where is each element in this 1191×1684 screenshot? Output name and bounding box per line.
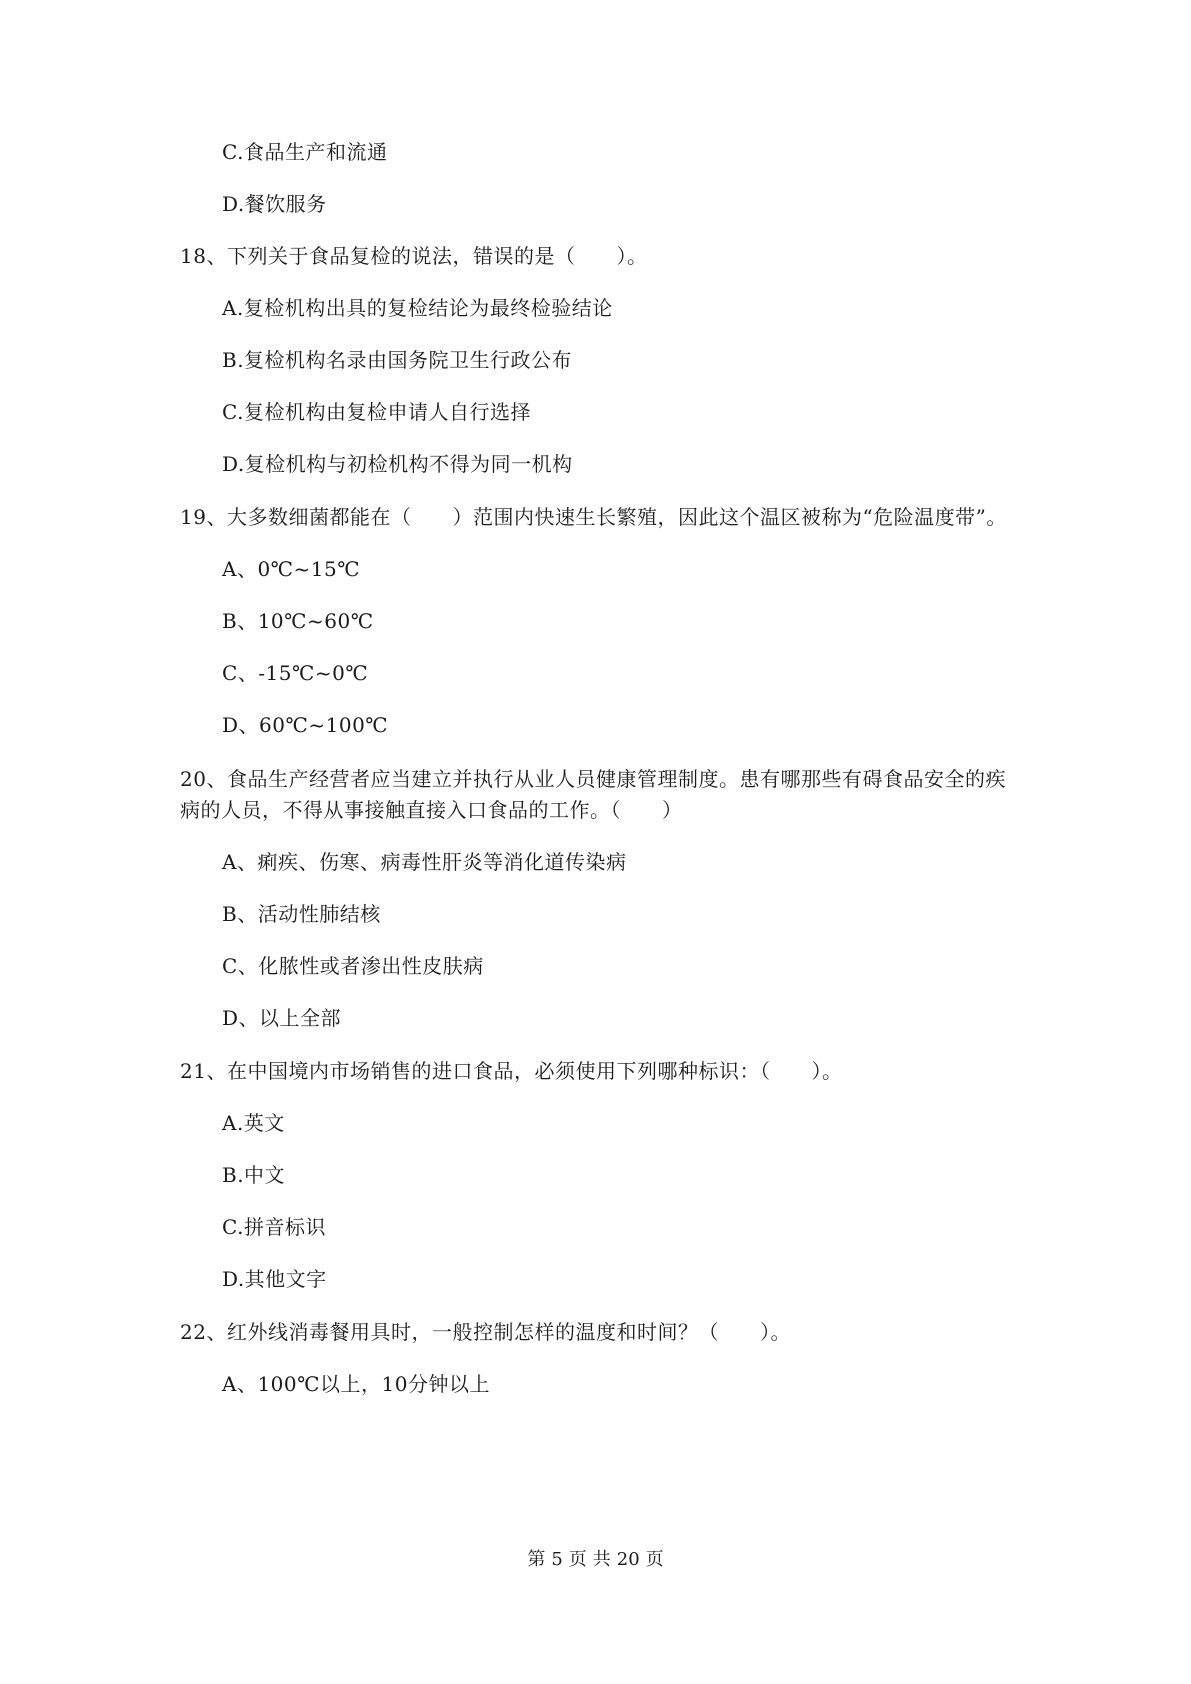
- option-17-d: D.餐饮服务: [222, 192, 327, 216]
- page-footer: [0, 1548, 1191, 1572]
- option-20-d: D、以上全部: [222, 1006, 342, 1030]
- option-18-b: B.复检机构名录由国务院卫生行政公布: [222, 348, 573, 372]
- option-20-a: A、痢疾、伤寒、病毒性肝炎等消化道传染病: [222, 850, 627, 874]
- page-label: 页: [645, 1549, 664, 1570]
- page-label: 页: [568, 1549, 587, 1570]
- option-21-c: C.拼音标识: [222, 1215, 326, 1239]
- option-22-a: A、100℃以上，10分钟以上: [222, 1372, 490, 1396]
- question-21: 21、在中国境内市场销售的进口食品，必须使用下列哪种标识：（ ）。: [180, 1059, 843, 1083]
- option-17-c: C.食品生产和流通: [222, 140, 388, 164]
- question-20-line-2: 病的人员，不得从事接触直接入口食品的工作。（ ）: [180, 798, 683, 822]
- option-20-b: B、活动性肺结核: [222, 902, 381, 926]
- question-18: 18、下列关于食品复检的说法，错误的是（ ）。: [180, 244, 648, 268]
- current-page-number: 5: [551, 1549, 563, 1570]
- option-19-b: B、10℃~60℃: [222, 609, 374, 633]
- option-19-a: A、0℃~15℃: [222, 557, 361, 581]
- question-20-line-1: 20、食品生产经营者应当建立并执行从业人员健康管理制度。患有哪那些有碍食品安全的疾: [180, 767, 1006, 791]
- option-21-b: B.中文: [222, 1163, 286, 1187]
- question-22: 22、红外线消毒餐用具时，一般控制怎样的温度和时间？（ ）。: [180, 1320, 791, 1344]
- total-pages-number: 20: [616, 1549, 640, 1570]
- option-18-d: D.复检机构与初检机构不得为同一机构: [222, 452, 573, 476]
- option-19-c: C、-15℃~0℃: [222, 661, 369, 685]
- total-label: 共: [592, 1549, 611, 1570]
- option-20-c: C、化脓性或者渗出性皮肤病: [222, 954, 484, 978]
- question-19: 19、大多数细菌都能在（ ）范围内快速生长繁殖，因此这个温区被称为“危险温度带”。: [180, 505, 1007, 529]
- option-18-a: A.复检机构出具的复检结论为最终检验结论: [222, 296, 613, 320]
- option-19-d: D、60℃~100℃: [222, 713, 389, 737]
- option-21-d: D.其他文字: [222, 1267, 327, 1291]
- page-label: 第: [527, 1549, 546, 1570]
- option-21-a: A.英文: [222, 1111, 285, 1135]
- option-18-c: C.复检机构由复检申请人自行选择: [222, 400, 531, 424]
